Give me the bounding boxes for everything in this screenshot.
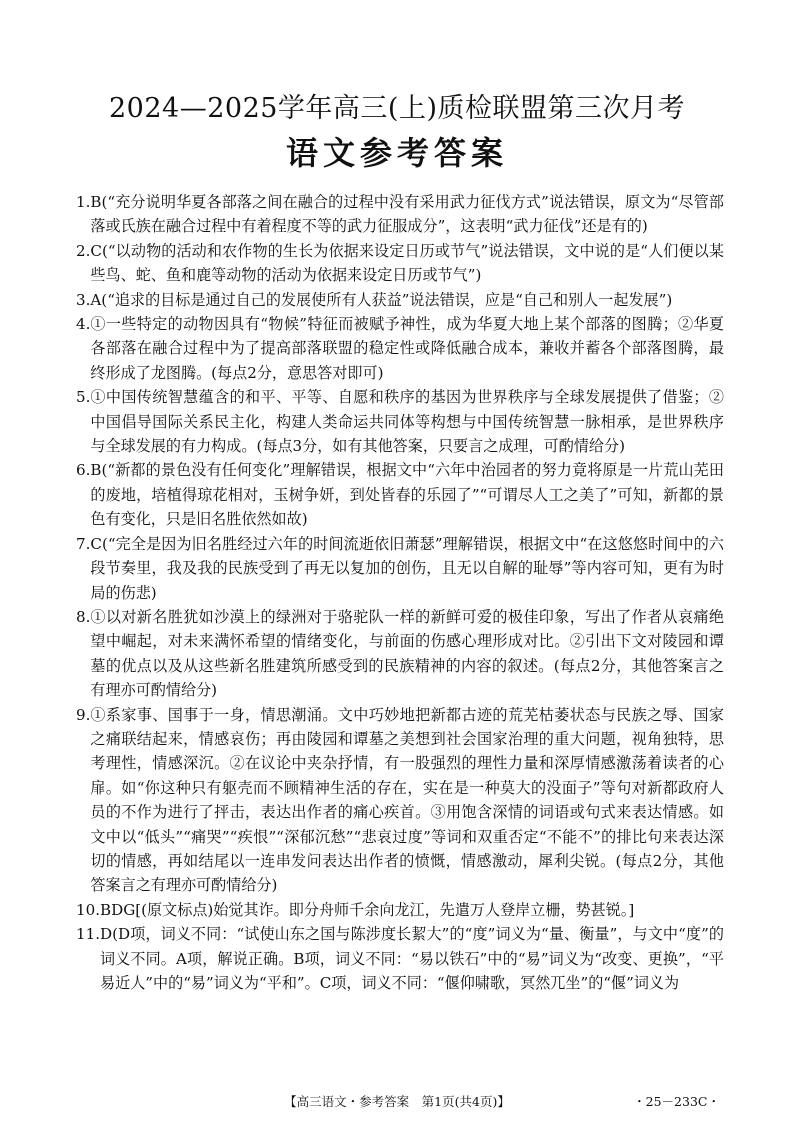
answer-item [76, 385, 724, 458]
answer-text: B(“新都的景色没有任何变化”理解错误，根据文中“六年中治园者的努力竟将原是一片荒山芜田的废地，培植得琼花相对，玉树争妍，到处皆春的乐园了”“可谓尽人工之美了”可知，新都的景色有变化，只是旧名胜依然如故) [90, 461, 724, 529]
answer-item [76, 239, 724, 288]
answer-number: 3. [76, 290, 91, 309]
answer-number: 6. [76, 461, 91, 480]
answer-text: B(“充分说明华夏各部落之间在融合的过程中没有采用武力征伐方式”说法错误，原文为“尽管部落或氏族在融合过程中有着程度不等的武力征服成分”，这表明“武力征伐”还是有的) [90, 193, 724, 236]
answer-number: 4. [76, 315, 91, 334]
answer-number: 11. [76, 925, 101, 944]
answer-text: C(“以动物的活动和农作物的生长为依据来设定日历或节气”说法错误，文中说的是“人们便以某些鸟、蛇、鱼和鹿等动物的活动为依据来设定日历或节气”) [90, 241, 724, 285]
answer-item [76, 190, 724, 239]
document-subtitle: 语文参考答案 [285, 134, 508, 172]
answer-text: D(D项，词义不同：“试使山东之国与陈涉度长絜大”的“度”词义为“量、衡量”，与文中“度”的词义不同。A项，解说正确。B项，词义不同：“易以铁石”中的“易”词义为“改变、更换”，“平易近人”中的“易”词义为“平和”。C项，词义不同：“偃仰啸歌，冥然兀坐”的“偃”词义为 [100, 925, 724, 992]
footer-page-info: 【高三语文・参考答案 第1页(共4页)】 [284, 1094, 510, 1109]
answer-text: ①一些特定的动物因具有“物候”特征而被赋予神性，成为华夏大地上某个部落的图腾；②华夏各部落在融合过程中为了提高部落联盟的稳定性或降低融合成本，兼收并蓄各个部落图腾，最终形成了龙图腾。(每点2分，意思答对即可) [90, 315, 724, 382]
answer-number: 9. [76, 705, 91, 724]
answer-item [76, 288, 724, 312]
answer-number: 1. [76, 193, 91, 211]
answer-item [76, 458, 724, 531]
answer-item [76, 532, 724, 605]
answer-item [76, 898, 724, 922]
answer-item [76, 605, 724, 703]
answer-item [76, 703, 724, 898]
answer-number: 5. [76, 388, 91, 407]
answer-number: 2. [76, 241, 91, 260]
answer-list [76, 190, 724, 995]
answer-item [76, 922, 724, 995]
answer-text: C(“完全是因为旧名胜经过六年的时间流逝依旧萧瑟”理解错误，根据文中“在这悠悠时间中的六段节奏里，我及我的民族受到了再无以复加的创伤，且无以自解的耻辱”等内容可知，更有为时局的伤悲) [90, 534, 724, 602]
answer-text: BDG[(原文标点)始觉其诈。即分舟师千余向龙江，先遣万人登岸立栅，势甚锐。] [100, 900, 635, 919]
answer-text: A(“追求的目标是通过自己的发展使所有人获益”说法错误，应是“自己和别人一起发展”) [90, 290, 673, 309]
answer-text: ①系家事、国事于一身，情思潮涌。文中巧妙地把新都古迹的荒芜枯萎状态与民族之辱、国家之痛联结起来，情感哀伤；再由陵园和谭墓之美想到社会国家治理的重大问题，视角独特，思考理性，情感深沉。②在议论中夹杂抒情，有一股强烈的理性力量和深厚情感激荡着读者的心扉。如“你这种只有躯壳而不顾精神生活的存在，实在是一种莫大的没面子”等句对新都政府人员的不作为进行了抨击，表达出作者的痛心疾首。③用饱含深情的词语或句式来表达情感。如文中以“低头”“痛哭”“疾恨”“深郁沉愁”“悲哀过度”等词和双重否定“不能不”的排比句来表达深切的情感，再如结尾以一连串发问表达出作者的愤慨，情感激动，犀利尖锐。(每点2分，其他答案言之有理亦可酌情给分) [90, 705, 724, 895]
answer-text: ①中国传统智慧蕴含的和平、平等、自愿和秩序的基因为世界秩序与全球发展提供了借鉴；②中国倡导国际关系民主化，构建人类命运共同体等构想与中国传统智慧一脉相承，是世界秩序与全球发展的有力构成。(每点3分，如有其他答案，只要言之成理，可酌情给分) [90, 388, 724, 456]
footer-code: ・25－233C・ [633, 1094, 720, 1109]
answer-item [76, 312, 724, 385]
document-title: 2024—2025学年高三(上)质检联盟第三次月考 [109, 93, 685, 124]
answer-text: ①以对新名胜犹如沙漠上的绿洲对于骆驼队一样的新鲜可爱的极佳印象，写出了作者从哀痛绝望中崛起，对未来满怀希望的情绪变化，与前面的伤感心理形成对比。②引出下文对陵园和谭墓的优点以及从这些新名胜建筑所感受到的民族精神的内容的叙述。(每点2分，其他答案言之有理亦可酌情给分) [90, 607, 724, 700]
answer-number: 10. [76, 900, 101, 919]
answer-number: 8. [76, 607, 91, 626]
answer-number: 7. [76, 534, 91, 553]
